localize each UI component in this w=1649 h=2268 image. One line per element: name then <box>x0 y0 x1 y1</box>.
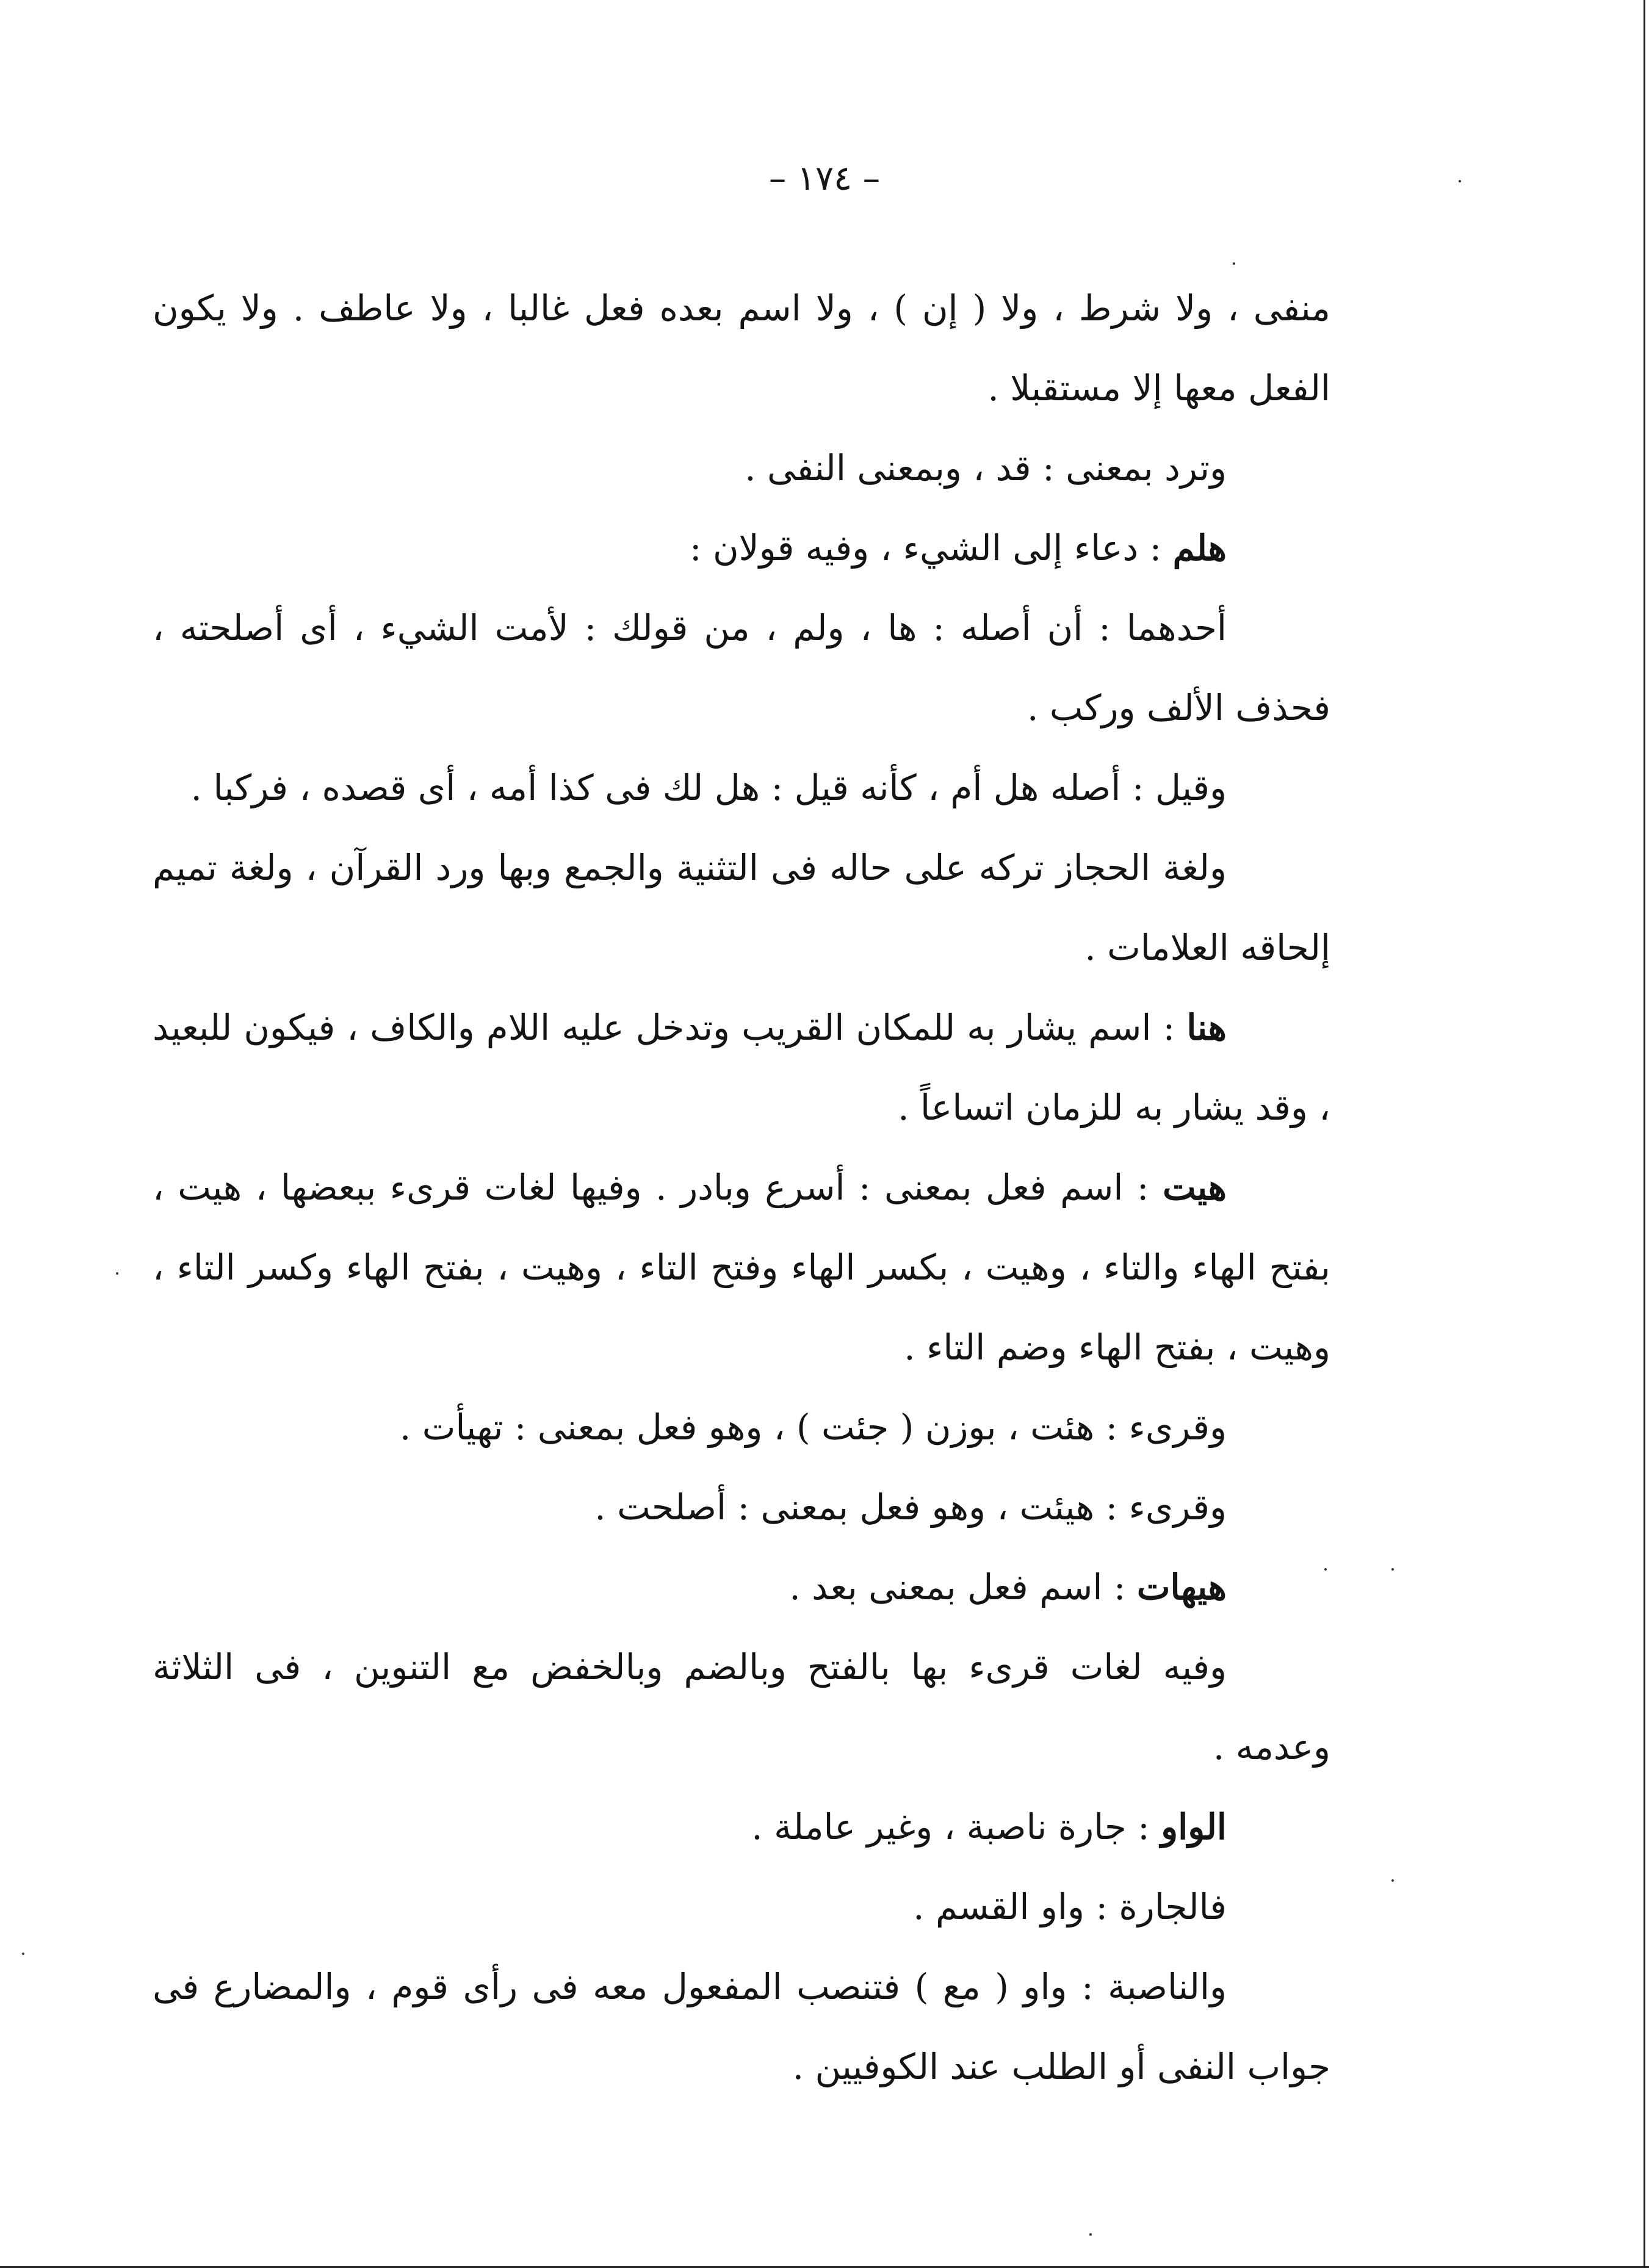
paragraph <box>153 588 1330 748</box>
paragraph-text: : دعاء إلى الشيء ، وفيه قولان : <box>689 527 1173 569</box>
paragraph-text: : اسم يشار به للمكان القريب وتدخل عليه اللام والكاف ، فيكون للبعيد ، وقد يشار به للزمان اتساعاً . <box>153 1007 1330 1128</box>
paragraph <box>153 428 1330 508</box>
paragraph <box>153 1627 1330 1787</box>
paragraph <box>153 748 1330 828</box>
paragraph-text: ولغة الحجاز تركه على حاله فى التثنية والجمع وبها ورد القرآن ، ولغة تميم إلحاقه العلامات . <box>153 847 1330 968</box>
paragraph <box>153 1867 1330 1947</box>
entry-headword: هيت <box>1162 1167 1227 1208</box>
entry-headword: هلم <box>1172 527 1227 569</box>
paragraph-text: أحدهما : أن أصله : ها ، ولم ، من قولك : لأمت الشيء ، أى أصلحته ، فحذف الألف وركب . <box>153 607 1330 729</box>
entry-headword: هنا <box>1186 1007 1227 1048</box>
scan-speck <box>22 1953 24 1955</box>
entry-headword: هيهات <box>1136 1566 1227 1608</box>
paragraph <box>153 1388 1330 1467</box>
paragraph-text: منفى ، ولا شرط ، ولا ( إن ) ، ولا اسم بعده فعل غالبا ، ولا عاطف . ولا يكون الفعل معها إلا مستقبلا . <box>153 287 1330 409</box>
paragraph-text: : جارة ناصبة ، وغير عاملة . <box>751 1806 1161 1848</box>
entry-paragraph <box>153 1547 1330 1627</box>
scan-speck <box>116 1272 118 1275</box>
body-text <box>153 268 1330 2107</box>
scan-speck <box>1391 1879 1394 1882</box>
entry-paragraph <box>153 1787 1330 1867</box>
paragraph-text: وقيل : أصله هل أم ، كأنه قيل : هل لك فى كذا أمه ، أى قصده ، فركبا . <box>190 767 1227 808</box>
paragraph-text: : اسم فعل بمعنى بعد . <box>789 1566 1137 1608</box>
page-number: – ١٧٤ – <box>769 159 880 198</box>
paragraph-text: وترد بمعنى : قد ، وبمعنى النفى . <box>745 447 1227 489</box>
scan-speck <box>1233 262 1235 265</box>
entry-headword: الواو <box>1161 1806 1227 1848</box>
scan-edge-right <box>1644 0 1645 2268</box>
entry-paragraph <box>153 508 1330 588</box>
paragraph-text: والناصبة : واو ( مع ) فتنصب المفعول معه فى رأى قوم ، والمضارع فى جواب النفى أو الطلب عند الكوفيين . <box>153 1966 1330 2087</box>
entry-paragraph <box>153 1148 1330 1388</box>
paragraph <box>153 828 1330 988</box>
paragraph-text: وقرىء : هيئت ، وهو فعل بمعنى : أصلحت . <box>594 1486 1227 1528</box>
paragraph <box>153 1467 1330 1547</box>
paragraph-text: وفيه لغات قرىء بها بالفتح وبالضم وبالخفض مع التنوين ، فى الثلاثة وعدمه . <box>153 1646 1330 1768</box>
scan-speck <box>1391 1568 1394 1571</box>
paragraph <box>153 268 1330 428</box>
paragraph-text: فالجارة : واو القسم . <box>913 1886 1227 1928</box>
paragraph-text: : اسم فعل بمعنى : أسرع وبادر . وفيها لغات قرىء ببعضها ، هيت ، بفتح الهاء والتاء ، وهيت ، بكسر الهاء وفتح التاء ، وهيت ، بفتح الهاء وكسر التاء ، وهيت ، بفتح الهاء وضم التاء . <box>153 1167 1330 1368</box>
scan-speck <box>1089 2233 1092 2236</box>
paragraph-text: وقرىء : هئت ، بوزن ( جئت ) ، وهو فعل بمعنى : تهيأت . <box>399 1406 1227 1448</box>
paragraph <box>153 1947 1330 2107</box>
entry-paragraph <box>153 988 1330 1148</box>
